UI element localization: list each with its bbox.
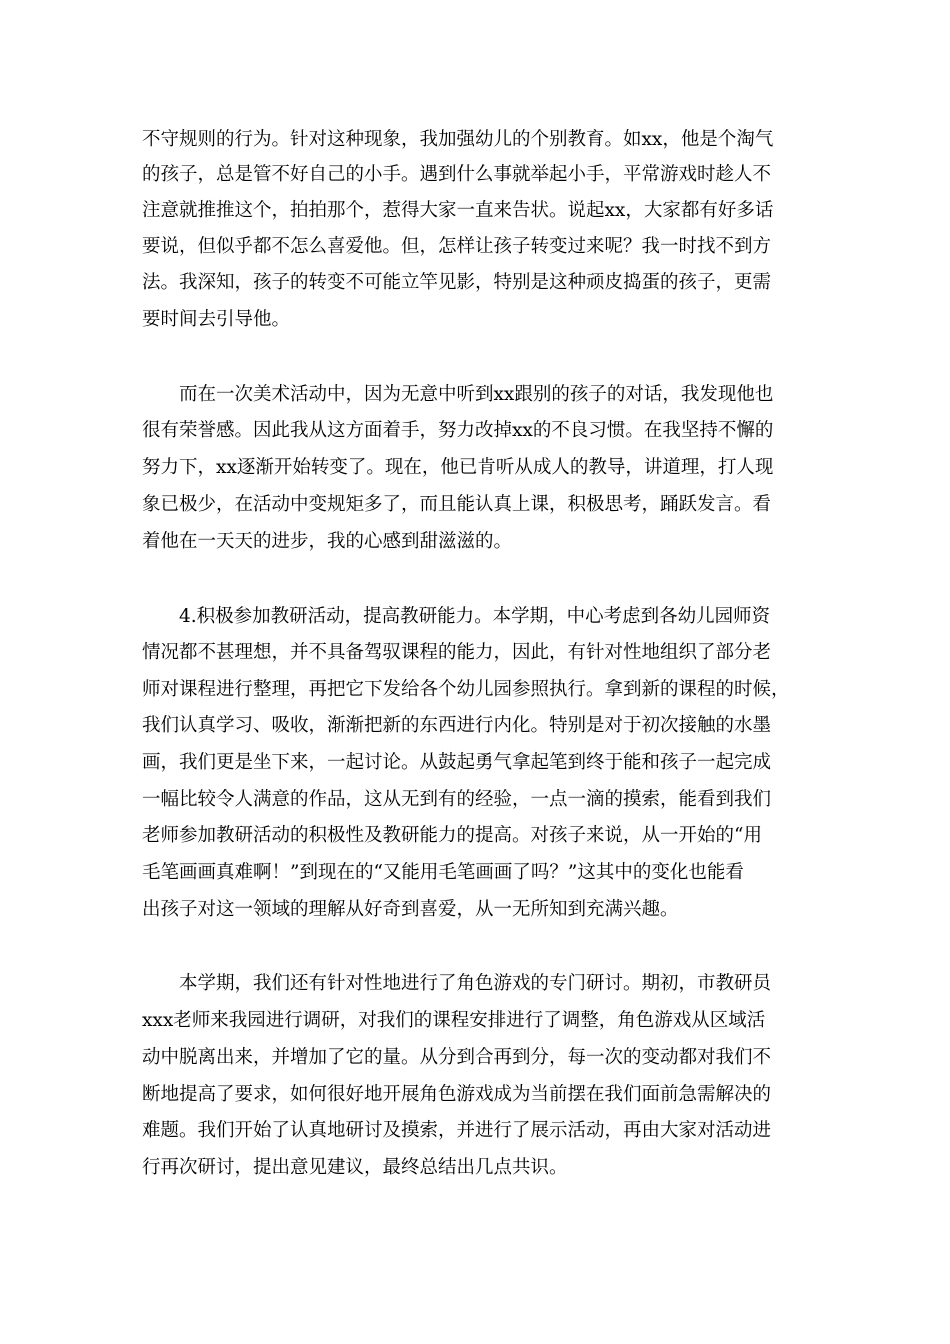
paragraph-4-line-2: xxx老师来我园进行调研，对我们的课程安排进行了调整，角色游戏从区域活 <box>142 1010 766 1031</box>
paragraph-2-line-4: 象已极少，在活动中变规矩多了，而且能认真上课，积极思考，踊跃发言。看 <box>142 494 772 515</box>
document-page <box>142 0 812 1344</box>
paragraph-3-line-2: 情况都不甚理想，并不具备驾驭课程的能力，因此，有针对性地组织了部分老 <box>142 642 772 663</box>
paragraph-1-line-2: 的孩子，总是管不好自己的小手。遇到什么事就举起小手，平常游戏时趁人不 <box>142 164 772 185</box>
paragraph-3-line-3: 师对课程进行整理，再把它下发给各个幼儿园参照执行。拿到新的课程的时候， <box>142 679 790 700</box>
paragraph-4-line-6: 行再次研讨，提出意见建议，最终总结出几点共识。 <box>142 1157 568 1178</box>
paragraph-1-line-4: 要说，但似乎都不怎么喜爱他。但，怎样让孩子转变过来呢？我一时找不到方 <box>142 236 772 257</box>
paragraph-1-line-5: 法。我深知，孩子的转变不可能立竿见影，特别是这种顽皮捣蛋的孩子，更需 <box>142 272 772 293</box>
paragraph-3-line-6: 一幅比较令人满意的作品，这从无到有的经验，一点一滴的摸索，能看到我们 <box>142 789 772 810</box>
paragraph-1-line-6: 要时间去引导他。 <box>142 309 291 330</box>
paragraph-4-line-5: 难题。我们开始了认真地研讨及摸索，并进行了展示活动，再由大家对活动进 <box>142 1120 772 1141</box>
paragraph-3-line-1: 4.积极参加教研活动，提高教研能力。本学期，中心考虑到各幼儿园师资 <box>179 606 771 627</box>
paragraph-2-line-1: 而在一次美术活动中，因为无意中听到xx跟别的孩子的对话，我发现他也 <box>179 384 774 405</box>
paragraph-3-line-5: 画，我们更是坐下来，一起讨论。从鼓起勇气拿起笔到终于能和孩子一起完成 <box>142 752 772 773</box>
paragraph-3-line-7: 老师参加教研活动的积极性及教研能力的提高。对孩子来说，从一开始的“用 <box>142 825 762 846</box>
paragraph-3-line-9: 出孩子对这一领域的理解从好奇到喜爱，从一无所知到充满兴趣。 <box>142 899 679 920</box>
paragraph-1-line-1: 不守规则的行为。针对这种现象，我加强幼儿的个别教育。如xx，他是个淘气 <box>142 129 774 150</box>
paragraph-3-line-8: 毛笔画画真难啊！”到现在的“又能用毛笔画画了吗？”这其中的变化也能看 <box>142 862 744 883</box>
paragraph-3-line-4: 我们认真学习、吸收，渐渐把新的东西进行内化。特别是对于初次接触的水墨 <box>142 715 772 736</box>
paragraph-4-line-1: 本学期，我们还有针对性地进行了角色游戏的专门研讨。期初，市教研员 <box>179 973 772 994</box>
paragraph-2-line-2: 很有荣誉感。因此我从这方面着手，努力改掉xx的不良习惯。在我坚持不懈的 <box>142 420 774 441</box>
paragraph-4-line-3: 动中脱离出来，并增加了它的量。从分到合再到分，每一次的变动都对我们不 <box>142 1047 772 1068</box>
paragraph-2-line-3: 努力下，xx逐渐开始转变了。现在，他已肯听从成人的教导，讲道理，打人现 <box>142 457 774 478</box>
paragraph-4-line-4: 断地提高了要求，如何很好地开展角色游戏成为当前摆在我们面前急需解决的 <box>142 1084 772 1105</box>
paragraph-1-line-3: 注意就推推这个，拍拍那个，惹得大家一直来告状。说起xx，大家都有好多话 <box>142 200 774 221</box>
paragraph-2-line-5: 着他在一天天的进步，我的心感到甜滋滋的。 <box>142 531 513 552</box>
